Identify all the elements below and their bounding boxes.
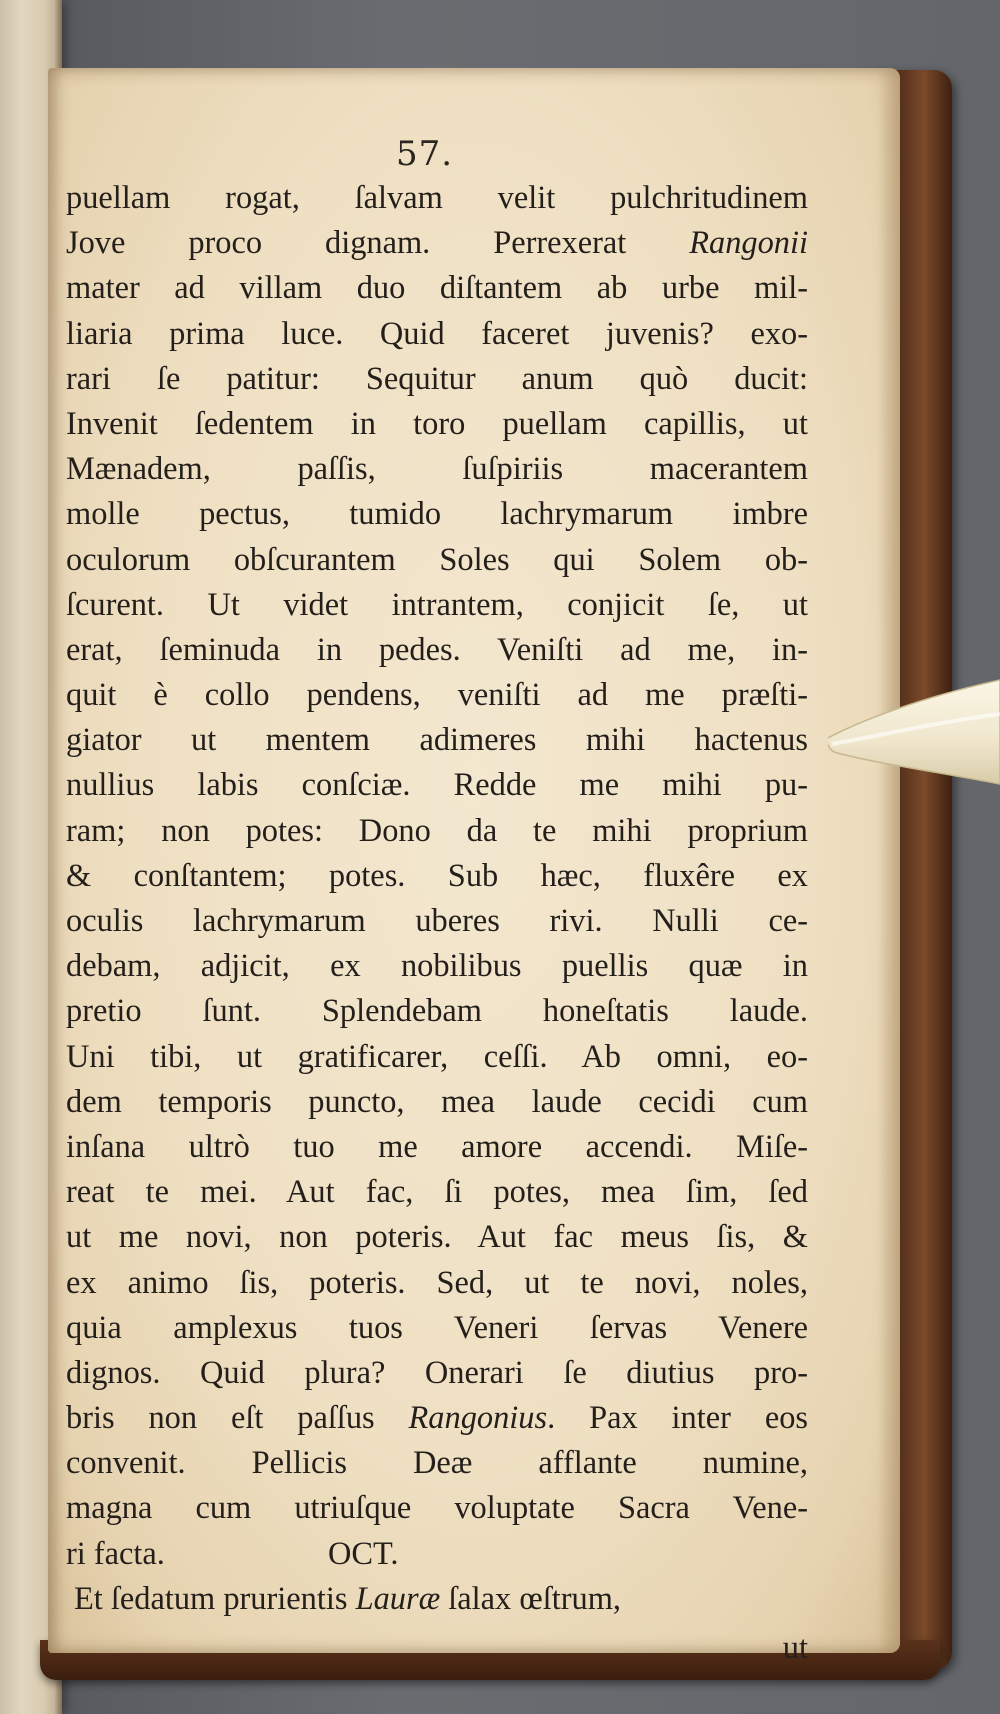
italic-name: Rangonii	[689, 225, 808, 262]
text-line: magna cum utriuſque voluptate Sacra Vene-	[66, 1490, 808, 1527]
text-line: Invenit ſedentem in toro puellam capillis, ut	[66, 405, 808, 442]
text-line: & conſtantem; potes. Sub hæc, fluxêre ex	[66, 857, 808, 894]
text-line: rari ſe patitur: Sequitur anum quò ducit:	[66, 360, 808, 397]
italic-name: Rangonius	[408, 1400, 548, 1437]
text-segment: bris non eſt paſſus	[66, 1400, 409, 1437]
text-line: erat, ſeminuda in pedes. Veniſti ad me, in-	[66, 631, 808, 668]
text-line: ſcurent. Ut videt intrantem, conjicit ſe, ut	[66, 586, 808, 623]
text-line: inſana ultrò tuo me amore accendi. Miſe-	[66, 1128, 808, 1165]
text-line: liaria prima luce. Quid faceret juvenis? exo-	[66, 315, 808, 352]
page-number: 57.	[396, 134, 454, 174]
text-line: ut me novi, non poteris. Aut fac meus ſis, &	[66, 1219, 808, 1256]
text-segment: ſalax œſtrum,	[440, 1580, 621, 1617]
text-line: nullius labis conſciæ. Redde me mihi pu-	[66, 767, 808, 804]
text-line: molle pectus, tumido lachrymarum imbre	[66, 496, 808, 533]
text-line: Mænadem, paſſis, ſuſpiriis macerantem	[66, 451, 808, 488]
text-line	[66, 1396, 808, 1441]
text-line: ram; non potes: Dono da te mihi proprium	[66, 812, 808, 849]
section-marker: OCT.	[328, 1535, 399, 1572]
text-line: quia amplexus tuos Veneri ſervas Venere	[66, 1309, 808, 1346]
page-text	[66, 176, 808, 1671]
text-line: ex animo ſis, poteris. Sed, ut te novi, noles,	[66, 1264, 808, 1301]
text-line	[66, 1577, 808, 1622]
text-segment: . Pax inter eos	[547, 1400, 808, 1437]
text-line	[66, 221, 808, 266]
text-line: oculis lachrymarum uberes rivi. Nulli ce-	[66, 903, 808, 939]
text-line: quit è collo pendens, veniſti ad me præſti-	[66, 677, 808, 714]
book-page	[48, 68, 900, 1666]
text-line: convenit. Pellicis Deæ afflante numine,	[66, 1445, 808, 1482]
text-line: giator ut mentem adimeres mihi hactenus	[66, 722, 808, 759]
text-line: mater ad villam duo diſtantem ab urbe mil-	[66, 270, 808, 307]
text-line: puellam rogat, ſalvam velit pulchritudinem	[66, 180, 808, 216]
text-line: pretio ſunt. Splendebam honeſtatis laude.	[66, 993, 808, 1030]
text-line: oculorum obſcurantem Soles qui Solem ob-	[66, 541, 808, 578]
text-line: dem temporis puncto, mea laude cecidi cum	[66, 1083, 808, 1120]
text-line: debam, adjicit, ex nobilibus puellis quæ in	[66, 948, 808, 985]
text-line: Uni tibi, ut gratificarer, ceſſi. Ab omni, eo-	[66, 1038, 808, 1075]
catchword: ut	[782, 1630, 808, 1666]
text-line-final-paragraph	[66, 1532, 808, 1577]
paragraph-end-text: ri facta.	[66, 1535, 165, 1572]
catchword-line	[66, 1626, 808, 1671]
text-segment: Et ſedatum prurientis	[74, 1580, 356, 1617]
italic-name: Lauræ	[355, 1580, 441, 1617]
text-segment: Jove proco dignam. Perrexerat	[66, 225, 690, 262]
text-line: reat te mei. Aut fac, ſi potes, mea ſim, ſed	[66, 1174, 808, 1211]
page-marker-icon	[828, 676, 1000, 796]
text-line: dignos. Quid plura? Onerari ſe diutius pro-	[66, 1354, 808, 1391]
